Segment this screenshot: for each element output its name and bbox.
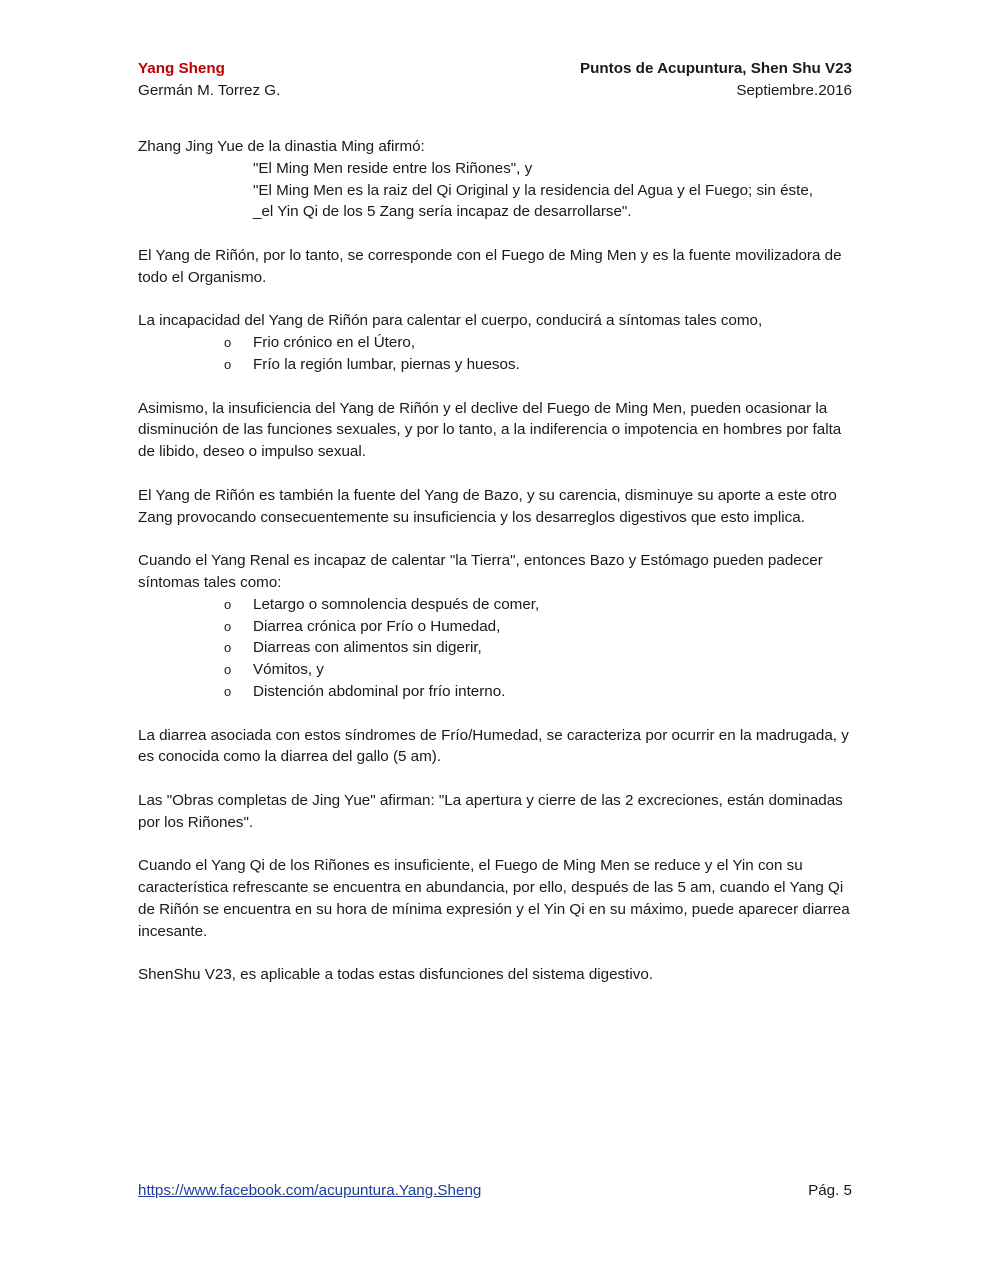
list-item xyxy=(138,659,854,681)
paragraph-shenshu-conclusion: ShenShu V23, es aplicable a todas estas disfunciones del sistema digestivo. xyxy=(138,966,654,984)
list-item-text: Letargo o somnolencia después de comer, xyxy=(253,595,540,613)
list-item xyxy=(138,616,854,638)
author-name: Germán M. Torrez G. xyxy=(138,82,281,99)
symptoms-digestive-list xyxy=(138,594,854,703)
page-footer xyxy=(138,1180,852,1202)
list-item xyxy=(138,637,854,659)
bullet-icon: o xyxy=(224,640,232,656)
list-item-text: Vómitos, y xyxy=(253,661,324,679)
bullet-icon: o xyxy=(224,335,232,351)
bullet-icon: o xyxy=(224,356,232,372)
page-header xyxy=(138,58,852,102)
list-item-text: Frio crónico en el Útero, xyxy=(253,334,416,352)
list-item xyxy=(138,332,854,354)
list-item-text: Diarreas con alimentos sin digerir, xyxy=(253,639,482,657)
brand-name: Yang Sheng xyxy=(138,60,225,77)
symptoms-cold-lead: La incapacidad del Yang de Riñón para calentar el cuerpo, conducirá a síntomas tales como, xyxy=(138,312,763,330)
symptoms-digestive-lead: Cuando el Yang Renal es incapaz de calentar "la Tierra", entonces Bazo y Estómago pueden padecer síntomas tales como: xyxy=(138,552,823,591)
page-body xyxy=(138,136,854,1008)
paragraph-spleen-yang: El Yang de Riñón es también la fuente del Yang de Bazo, y su carencia, disminuye su aporte a este otro Zang provocando consecuentemente su insuficiencia y los desarreglos digestivos que esto implica. xyxy=(138,486,837,526)
bullet-icon: o xyxy=(224,662,232,678)
facebook-link[interactable]: https://www.facebook.com/acupuntura.Yang.Sheng xyxy=(138,1182,482,1199)
paragraph-rooster-diarrhea: La diarrea asociada con estos síndromes de Frío/Humedad, se caracteriza por ocurrir en la madrugada, y es conocida como la diarrea del gallo (5 am). xyxy=(138,726,849,766)
page-number: Pág. 5 xyxy=(808,1182,852,1199)
list-item xyxy=(138,681,854,703)
quote-line-3: _el Yin Qi de los 5 Zang sería incapaz de desarrollarse". xyxy=(253,203,632,221)
bullet-icon: o xyxy=(224,596,232,612)
list-item-text: Diarrea crónica por Frío o Humedad, xyxy=(253,617,501,635)
quote-line-2: "El Ming Men es la raiz del Qi Original y la residencia del Agua y el Fuego; sin éste, xyxy=(253,181,814,199)
list-item-text: Distención abdominal por frío interno. xyxy=(253,682,506,700)
paragraph-sexual-function: Asimismo, la insuficiencia del Yang de Riñón y el declive del Fuego de Ming Men, pueden ocasionar la disminución de las funciones sexuales, y por lo tanto, a la indiferencia o impotencia en hombres por falta de libido, deseo o impulso sexual. xyxy=(138,399,842,461)
paragraph-symptoms-digestive xyxy=(138,550,854,703)
paragraph-jing-yue-works: Las "Obras completas de Jing Yue" afirman: "La apertura y cierre de las 2 excreciones, están dominadas por los Riñones". xyxy=(138,791,843,831)
quote-intro: Zhang Jing Yue de la dinastia Ming afirmó: xyxy=(138,138,425,155)
paragraph-quote xyxy=(138,136,854,223)
list-item xyxy=(138,594,854,616)
bullet-icon: o xyxy=(224,683,232,699)
bullet-icon: o xyxy=(224,618,232,634)
quote-line-1: "El Ming Men reside entre los Riñones", y xyxy=(253,159,533,177)
paragraph-yang-qi-insufficient: Cuando el Yang Qi de los Riñones es insuficiente, el Fuego de Ming Men se reduce y el Yin con su característica refrescante se encuentra en abundancia, por ello, después de las 5 am, cuando el Yang Qi de Riñón se encuentra en su hora de mínima expresión y el Yin Qi en su máximo, puede aparecer diarrea incesante. xyxy=(138,857,850,940)
document-date: Septiembre.2016 xyxy=(736,82,852,99)
list-item xyxy=(138,354,854,376)
paragraph-yang-ming-men: El Yang de Riñón, por lo tanto, se corresponde con el Fuego de Ming Men y es la fuente movilizadora de todo el Organismo. xyxy=(138,246,842,286)
list-item-text: Frío la región lumbar, piernas y huesos. xyxy=(253,355,520,373)
document-title: Puntos de Acupuntura, Shen Shu V23 xyxy=(580,60,852,77)
paragraph-symptoms-cold xyxy=(138,310,854,375)
header-row-bottom xyxy=(138,80,852,102)
header-row-top xyxy=(138,58,852,80)
symptoms-cold-list xyxy=(138,332,854,376)
